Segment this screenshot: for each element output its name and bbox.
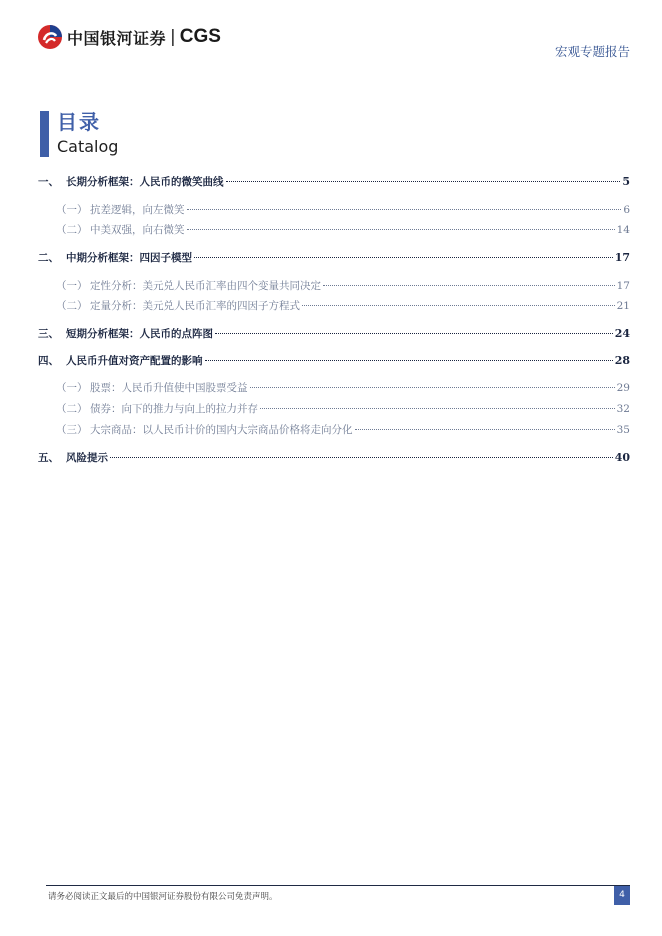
company-logo xyxy=(37,24,221,50)
toc-entry[interactable] xyxy=(38,353,630,368)
dot-leader xyxy=(226,180,621,182)
toc-entry[interactable] xyxy=(38,422,630,437)
report-type-label: 宏观专题报告 xyxy=(554,44,630,59)
toc-entry-title: 中期分析框架：四因子模型 xyxy=(66,252,192,264)
toc-entry-page: 17 xyxy=(614,251,630,264)
toc-entry-number: 三、 xyxy=(38,328,59,340)
toc-entry-number: （一） xyxy=(56,280,88,292)
toc-entry-page: 17 xyxy=(616,280,630,292)
dot-leader xyxy=(355,428,615,430)
dot-leader xyxy=(187,208,622,210)
toc-entry-number: （二） xyxy=(56,300,88,312)
toc-entry-title: 长期分析框架：人民币的微笑曲线 xyxy=(66,176,224,188)
toc-entry-title: 定性分析：美元兑人民币汇率由四个变量共同决定 xyxy=(90,280,321,292)
toc-entry-number: 二、 xyxy=(38,252,59,264)
toc-entry[interactable] xyxy=(38,278,630,293)
toc-entry-page: 21 xyxy=(616,300,630,312)
toc-entry-title: 股票：人民币升值使中国股票受益 xyxy=(90,382,248,394)
toc-accent-bar xyxy=(40,111,49,157)
toc-entry-title: 抗差逻辑，向左微笑 xyxy=(90,204,185,216)
toc-entry-page: 29 xyxy=(616,382,630,394)
toc-entry[interactable] xyxy=(38,298,630,313)
page-header xyxy=(0,0,662,70)
footer-disclaimer: 请务必阅读正文最后的中国银河证券股份有限公司免责声明。 xyxy=(48,892,278,902)
dot-leader xyxy=(260,407,615,409)
dot-leader xyxy=(215,332,613,334)
dot-leader xyxy=(302,304,615,306)
toc-entry[interactable] xyxy=(38,174,630,189)
toc-entry-number: （一） xyxy=(56,382,88,394)
toc-entry-page: 32 xyxy=(616,403,630,415)
toc-entry-page: 5 xyxy=(622,175,630,188)
toc-entry-title: 债券：向下的推力与向上的拉力并存 xyxy=(90,403,258,415)
toc-entry-page: 6 xyxy=(623,204,630,216)
toc-subtitle: Catalog xyxy=(57,137,119,156)
dot-leader xyxy=(187,228,615,230)
toc-entry-number: 五、 xyxy=(38,452,59,464)
toc-entry-page: 40 xyxy=(614,451,630,464)
toc-entry[interactable] xyxy=(38,401,630,416)
dot-leader xyxy=(110,456,613,458)
toc-entry-title: 中美双强，向右微笑 xyxy=(90,224,185,236)
toc-heading xyxy=(40,111,118,157)
dot-leader xyxy=(194,256,613,258)
dot-leader xyxy=(323,284,615,286)
toc-entry[interactable] xyxy=(38,326,630,341)
toc-entry-page: 35 xyxy=(616,424,630,436)
toc-entry-number: 一、 xyxy=(38,176,59,188)
toc-entry-title: 人民币升值对资产配置的影响 xyxy=(66,355,203,367)
toc-entry-number: （三） xyxy=(56,424,88,436)
toc-entry[interactable] xyxy=(38,222,630,237)
toc-entry-number: （二） xyxy=(56,403,88,415)
dot-leader xyxy=(250,386,615,388)
footer-page-number: 4 xyxy=(614,886,630,905)
toc-entry-title: 短期分析框架：人民币的点阵图 xyxy=(66,328,213,340)
logo-en-text: CGS xyxy=(179,26,221,47)
logo-separator: | xyxy=(170,27,176,47)
cgs-logo-icon xyxy=(37,24,63,50)
toc-entry-number: 四、 xyxy=(38,355,59,367)
footer-divider xyxy=(46,885,630,886)
toc-entry[interactable] xyxy=(38,202,630,217)
toc-entry-page: 24 xyxy=(614,327,630,340)
toc-entry-page: 14 xyxy=(616,224,630,236)
toc-entry-title: 大宗商品：以人民币计价的国内大宗商品价格将走向分化 xyxy=(90,424,353,436)
toc-entry[interactable] xyxy=(38,250,630,265)
toc-entry-number: （二） xyxy=(56,224,88,236)
toc-entry[interactable] xyxy=(38,450,630,465)
toc-entry-title: 风险提示 xyxy=(66,452,108,464)
dot-leader xyxy=(205,359,613,361)
toc-entry-number: （一） xyxy=(56,204,88,216)
toc-title: 目录 xyxy=(57,110,101,134)
toc-entry-page: 28 xyxy=(614,354,630,367)
toc-entry[interactable] xyxy=(38,380,630,395)
toc-entry-title: 定量分析：美元兑人民币汇率的四因子方程式 xyxy=(90,300,300,312)
logo-cn-text: 中国银河证券 xyxy=(67,28,167,48)
